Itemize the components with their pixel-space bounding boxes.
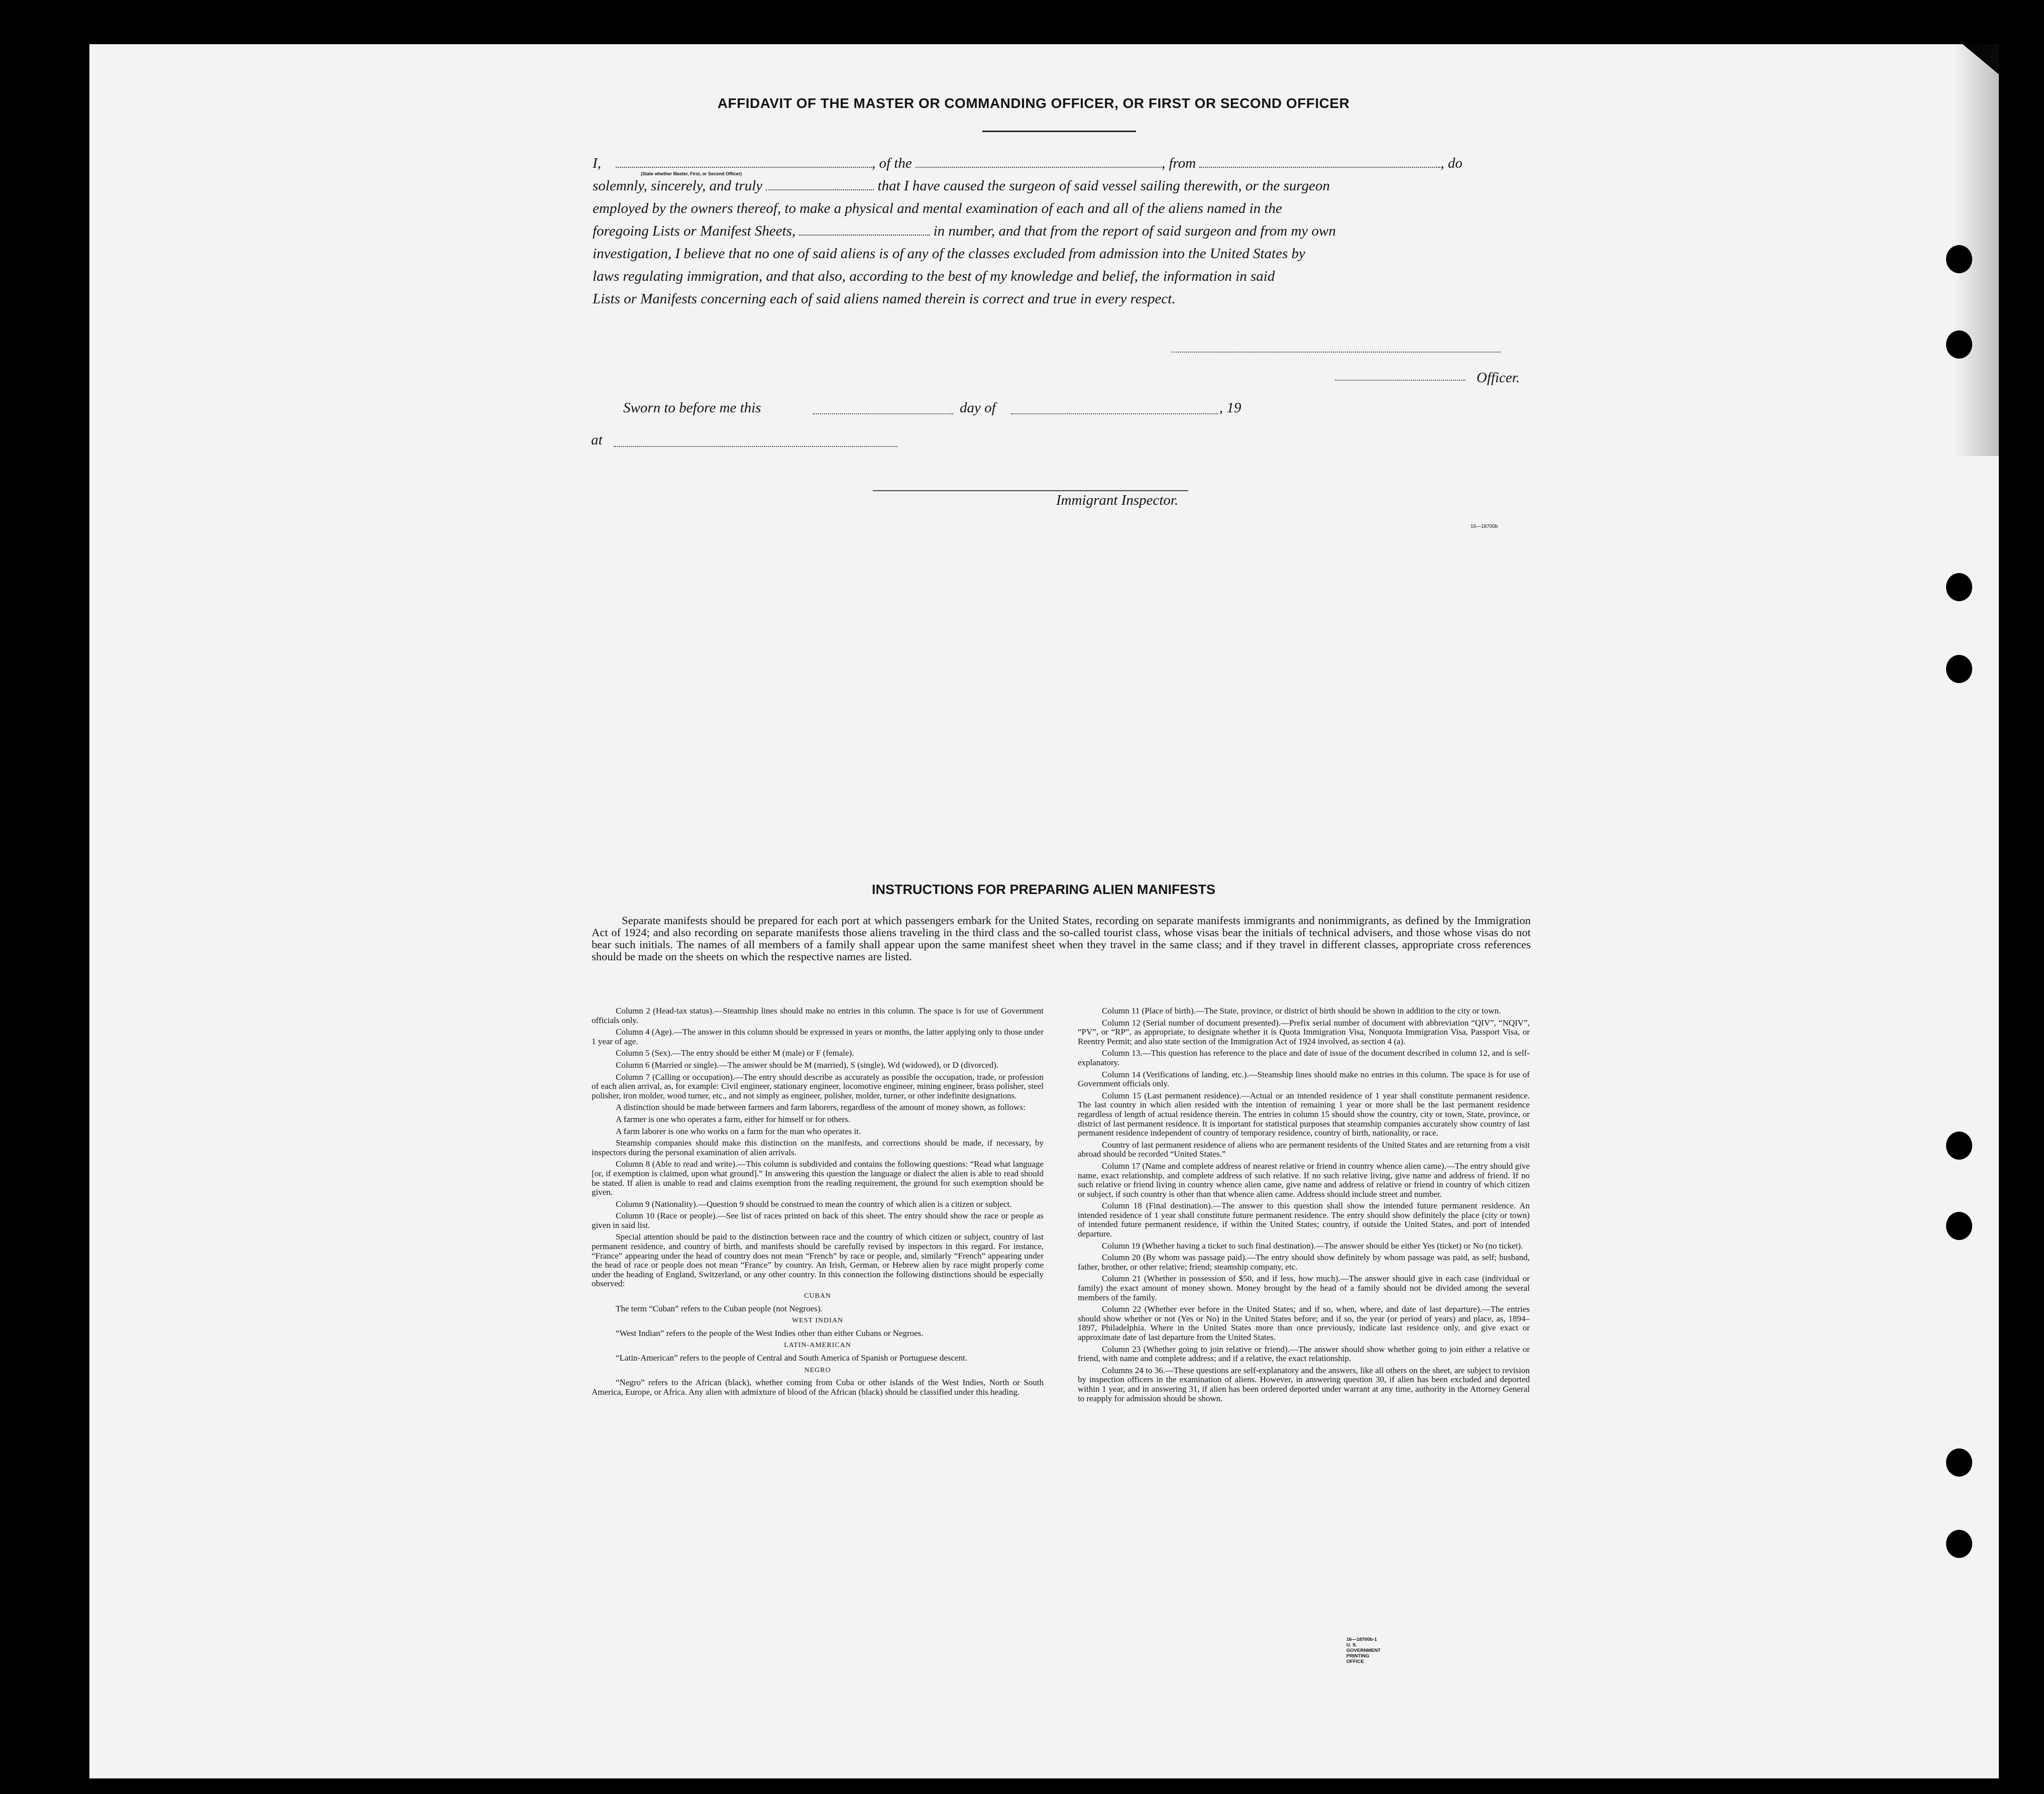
instruction-paragraph: A farm laborer is one who works on a farm for the man who operates it. — [616, 1126, 861, 1136]
affidavit-section — [89, 44, 1999, 697]
instruction-paragraph: Column 19 (Whether having a ticket to such final destination).—The answer should be either Yes (ticket) or No (no ticket). — [1102, 1241, 1523, 1251]
instruction-paragraph: Column 13.—This question has reference to the place and date of issue of the document described in column 12, and is self-explanatory. — [1078, 1048, 1530, 1067]
instruction-paragraph: Column 2 (Head-tax status).—Steamship lines should make no entries in this column. The space is for use of Government officials only. — [592, 1006, 1044, 1025]
sworn-place-field[interactable] — [614, 446, 897, 447]
instruction-paragraph: Column 8 (Able to read and write).—This column is subdivided and contains the following questions: “Read what language [or, if exemption is claimed, upon what ground].” In answering this question the language or dialect the alien is able to read should be stated. If alien is unable to read and claims exemption from the reading requirement, the ground for such exemption should be given. — [592, 1159, 1044, 1197]
instructions-intro: Separate manifests should be prepared for each port at which passengers embark for the United States, recording on separate manifests immigrants and nonimmigrants, as defined by the Immigration Act of 1924; and also recording on separate manifests those aliens traveling in the third class and the so-called tourist class, whose visas bear the initials of technical advisers, and those whose visas do not bear such initials. The names of all members of a family shall appear upon the same manifest sheet when they travel in the same class; and if they travel in different classes, appropriate cross references should be made on the sheets on which the respective names are listed. — [592, 914, 1531, 963]
instruction-paragraph: Column 12 (Serial number of document presented).—Prefix serial number of document with abbreviation “QIV”, “NQIV”, “PV”, or “RP”, as appropriate, to designate whether it is Quota Immigration Visa, Nonquota Immigration Visa, Passport Visa, or Reentry Permit; and also state section of the Immigration Act of 1924 involved, as section 4 (a). — [1078, 1018, 1530, 1046]
oath-type-field[interactable] — [766, 176, 874, 190]
sheet-count-field[interactable] — [799, 221, 930, 236]
negro-heading: NEGRO — [804, 1366, 831, 1374]
latin-american-definition: “Latin-American” refers to the people of Central and South America of Spanish or Portuguese descent. — [616, 1353, 968, 1363]
affidavit-line-4: foregoing Lists or Manifest Sheets, in number, and that from the report of said surgeon and from my own — [593, 220, 1532, 243]
negro-definition: “Negro” refers to the African (black), whether coming from Cuba or other islands of the West Indies, North or South America, Europe, or Africa. Any alien with admixture of blood of the African (black) should be classified under this heading. — [592, 1378, 1044, 1397]
affidavit-line-7: Lists or Manifests concerning each of said aliens named therein is correct and true in every respect. — [593, 291, 1176, 307]
cuban-heading: CUBAN — [804, 1292, 831, 1300]
punch-hole — [1946, 1530, 1972, 1558]
instruction-paragraph: Column 21 (Whether in possession of $50, and if less, how much).—The answer should give in each case (individual or family) the exact amount of money shown. Money brought by the head of a family should not be divided among the several members of the family. — [1078, 1274, 1530, 1302]
instructions-left-column — [592, 1006, 1044, 1399]
officer-signature-line[interactable] — [1335, 380, 1465, 381]
form-number: 16—18700b — [1470, 524, 1498, 529]
affidavit-line-1: I, , of the , from , do — [593, 152, 1532, 175]
cuban-definition: The term “Cuban” refers to the Cuban people (not Negroes). — [616, 1303, 823, 1313]
punch-hole — [1946, 1132, 1972, 1160]
instruction-paragraph: Special attention should be paid to the distinction between race and the country of which citizen or subject, country of last permanent residence, and country of birth, and manifests should be carefully revised by inspectors in this regard. For instance, “France” appearing under the head of country does not mean “French” by race or people, and, similarly “French” appearing under the head of race or people does not mean “France” by country. An Irish, German, or Hebrew alien by race might properly come under the heading of England, Switzerland, or any other country. In this connection the following distinctions should be especially observed: — [592, 1232, 1044, 1289]
document-sheet — [89, 44, 1999, 1778]
instruction-paragraph: Column 7 (Calling or occupation).—The entry should describe as accurately as possible the occupation, trade, or profession of each alien arrival, as, for example: Civil engineer, stationary engineer, locomotive engineer, mining engineer, brass polisher, steel polisher, iron molder, wood turner, etc., and not simply as engineer, polisher, molder, turner, or other indefinite designations. — [592, 1072, 1044, 1100]
vessel-name-field[interactable] — [916, 154, 1162, 168]
punch-hole — [1946, 1448, 1972, 1477]
affidavit-line-5: investigation, I believe that no one of said aliens is of any of the classes excluded from admission into the United States by — [593, 246, 1305, 262]
instruction-paragraph: Column 9 (Nationality).—Question 9 should be construed to mean the country of which alien is a citizen or subject. — [616, 1199, 1012, 1209]
instruction-paragraph: Country of last permanent residence of aliens who are permanent residents of the United States and are returning from a visit abroad should be recorded “United States.” — [1078, 1140, 1530, 1159]
instruction-paragraph: Columns 24 to 36.—These questions are self-explanatory and the answers, like all others on the sheet, are subject to revision by inspection officers in the examination of aliens. However, in answering question 30, if alien has been excluded and deported within 1 year, and in answering 31, if alien has been ordered deported under warrant at any time, authority in the Attorney General to reapply for admission should be shown. — [1078, 1365, 1530, 1403]
instruction-paragraph: A farmer is one who operates a farm, either for himself or for others. — [616, 1114, 850, 1124]
instruction-paragraph: A distinction should be made between farmers and farm laborers, regardless of the amount of money shown, as follows: — [616, 1102, 1026, 1112]
instruction-paragraph: Column 4 (Age).—The answer in this column should be expressed in years or months, the latter applying only to those under 1 year of age. — [592, 1027, 1044, 1046]
at-text: at — [591, 432, 603, 448]
instruction-paragraph: Column 10 (Race or people).—See list of races printed on back of this sheet. The entry should show the race or people as given in said list. — [592, 1211, 1044, 1230]
day-of-text: day of — [960, 400, 996, 416]
instruction-paragraph: Column 18 (Final destination).—The answer to this question shall show the intended future permanent residence. An intended residence of 1 year shall constitute future permanent residence. The entry should show definitely the place (city or town) of intended future permanent residence, if within the United States; country, if outside the United States, and port of intended departure. — [1078, 1201, 1530, 1239]
rank-hint: (State whether Master, First, or Second Officer) — [641, 171, 742, 176]
officer-rank-field[interactable] — [616, 154, 872, 168]
latin-american-heading: LATIN-AMERICAN — [784, 1341, 851, 1350]
instructions-right-column — [1078, 1006, 1530, 1406]
instruction-paragraph: Column 15 (Last permanent residence).—Actual or an intended residence of 1 year shall constitute permanent residence. The last country in which alien resided with the intention of remaining 1 year or more shall be the last permanent residence regardless of length of actual residence therein. The entries in column 15 should show the country, city or town, State, province, or district of last permanent residence. It is important for statistical purposes that steamship companies accurately show country of last permanent residence independent of country of temporary residence, country of birth, nationality, or race. — [1078, 1090, 1530, 1138]
affidavit-line-2: solemnly, sincerely, and truly that I have caused the surgeon of said vessel sailing therewith, or the surgeon — [593, 175, 1532, 197]
affidavit-title: AFFIDAVIT OF THE MASTER OR COMMANDING OFFICER, OR FIRST OR SECOND OFFICER — [717, 95, 1350, 111]
inspector-signature-line[interactable] — [873, 490, 1188, 491]
sworn-text: Sworn to before me this — [623, 400, 761, 416]
instruction-paragraph: Column 14 (Verifications of landing, etc.).—Steamship lines should make no entries in this column. The space is for use of Government officials only. — [1078, 1069, 1530, 1089]
instruction-paragraph: Column 20 (By whom was passage paid).—The entry should show definitely by whom passage was paid, as self; husband, father, brother, or other relative; friend; steamship company, etc. — [1078, 1253, 1530, 1272]
instruction-paragraph: Column 17 (Name and complete address of nearest relative or friend in country whence alien came).—The entry should give name, exact relationship, and complete address of such relative. If no such relative living, give name and address of friend. If no such relative or friend living in country whence alien came, give name and address of relative or friend in country of which citizen or subject, if such country is other than that whence alien came. Address should include street and number. — [1078, 1161, 1530, 1199]
instruction-paragraph: Column 11 (Place of birth).—The State, province, or district of birth should be shown in addition to the city or town. — [1102, 1006, 1501, 1016]
port-field[interactable] — [1199, 154, 1440, 168]
west-indian-definition: “West Indian” refers to the people of the West Indies other than either Cubans or Negroes. — [616, 1328, 924, 1338]
instruction-paragraph: Column 6 (Married or single).—The answer should be M (married), S (single), Wd (widowed), or D (divorced). — [616, 1060, 999, 1070]
signature-line[interactable] — [1172, 352, 1501, 353]
sworn-month-field[interactable] — [1011, 413, 1218, 414]
west-indian-heading: WEST INDIAN — [791, 1317, 844, 1325]
inspector-label: Immigrant Inspector. — [1056, 492, 1179, 508]
title-rule — [982, 131, 1136, 132]
instruction-paragraph: Column 5 (Sex).—The entry should be either M (male) or F (female). — [616, 1048, 854, 1058]
affidavit-line-3: employed by the owners thereof, to make a physical and mental examination of each and all of the aliens named in the — [593, 200, 1282, 216]
instruction-paragraph: Steamship companies should make this distinction on the manifests, and corrections should be made, if necessary, by inspectors during the personal examination of alien arrivals. — [592, 1138, 1044, 1157]
punch-hole — [1946, 1212, 1972, 1240]
instructions-title: INSTRUCTIONS FOR PREPARING ALIEN MANIFESTS — [871, 882, 1216, 897]
instruction-paragraph: Column 22 (Whether ever before in the United States; and if so, when, where, and date of last departure).—The entries should show whether or not (Yes or No) in the United States before; and if so, the year (or period of years) and place, as, 1894–1897, Philadelphia. Where in the United States more than once previously, indicate last residence only, and give exact or approximate date of last departure from the United States. — [1078, 1304, 1530, 1342]
instruction-paragraph: Column 23 (Whether going to join relative or friend).—The answer should show whether going to join either a relative or friend, with name and complete address; and if a relative, the exact relationship. — [1078, 1344, 1530, 1364]
officer-label: Officer. — [1477, 370, 1520, 386]
year-text: , 19 — [1219, 400, 1241, 416]
printing-office-footer: 16—18700b-1 U. S. GOVERNMENT PRINTING OFFICE — [1346, 1637, 1381, 1664]
sworn-day-field[interactable] — [813, 413, 953, 414]
affidavit-line-6: laws regulating immigration, and that also, according to the best of my knowledge and belief, the information in said — [593, 268, 1275, 284]
